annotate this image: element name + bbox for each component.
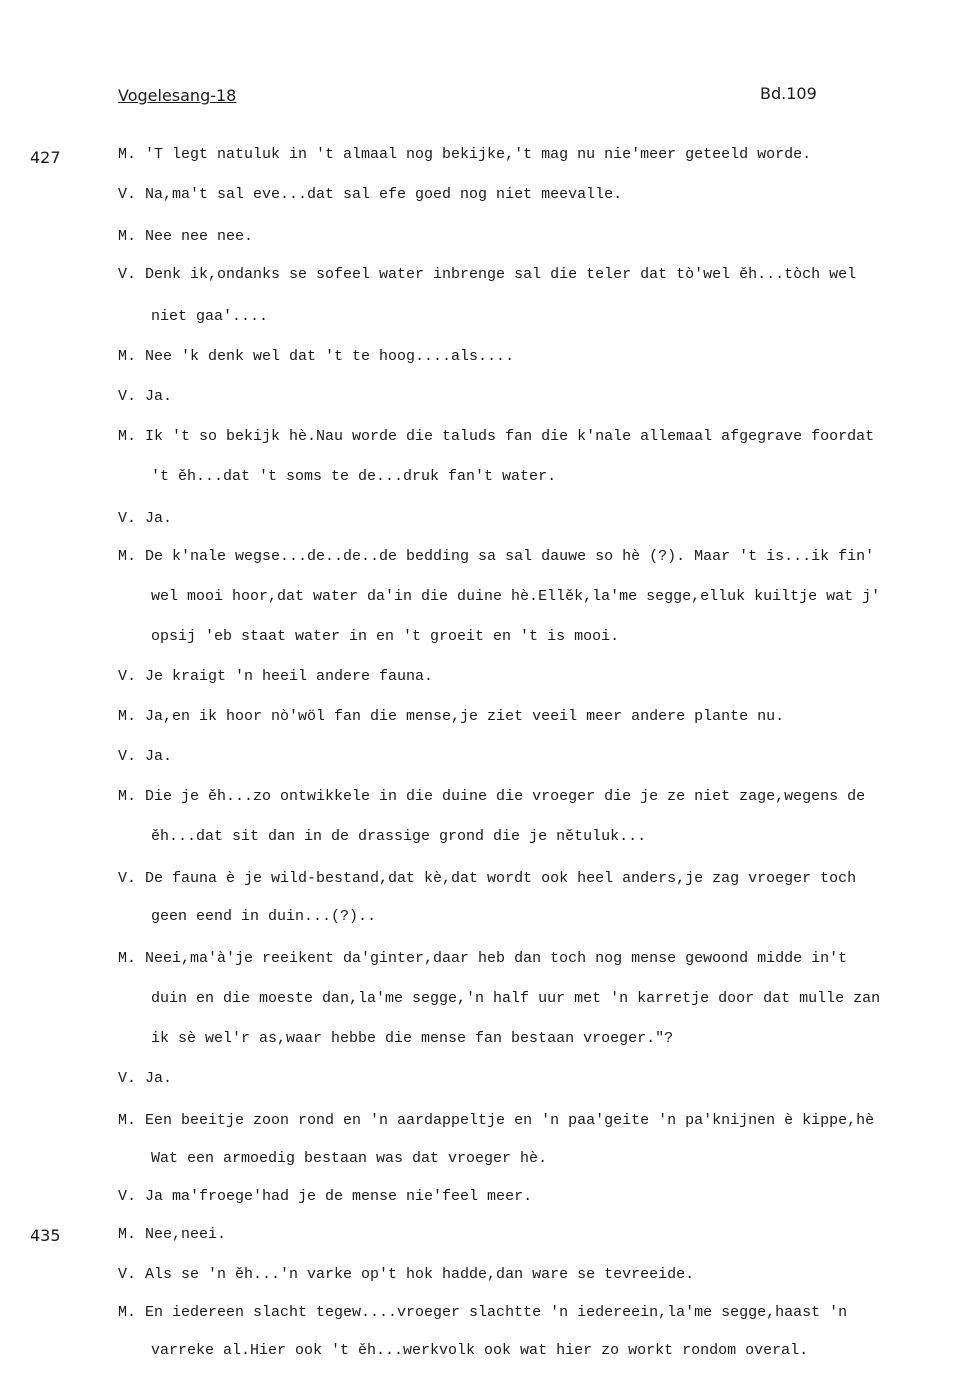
transcript-line: M. 'T legt natuluk in 't almaal nog bekijke,'t mag nu nie'meer geteeld worde. (118, 146, 812, 163)
transcript-line: ěh...dat sit dan in de drassige grond die je nětuluk... (151, 828, 647, 845)
transcript-line: M. Nee 'k denk wel dat 't te hoog....als.... (118, 348, 515, 365)
transcript-line: M. Neei,ma'à'je reeikent da'ginter,daar heb dan toch nog mense gewoond midde in't (118, 950, 848, 967)
transcript-line: wel mooi hoor,dat water da'in die duine hè.Ellěk,la'me segge,elluk kuiltje wat j' (151, 588, 881, 605)
transcript-line: V. Ja. (118, 388, 173, 405)
transcript-line: V. Ja. (118, 510, 173, 527)
transcript-line: M. Ja,en ik hoor nò'wöl fan die mense,je ziet veeil meer andere plante nu. (118, 708, 785, 725)
transcript-line: M. Een beeitje zoon rond en 'n aardappeltje en 'n paa'geite 'n pa'knijnen è kippe,hè (118, 1112, 875, 1129)
transcript-line: V. Ja. (118, 1070, 173, 1087)
transcript-line: M. De k'nale wegse...de..de..de bedding sa sal dauwe so hè (?). Maar 't is...ik fin' (118, 548, 875, 565)
transcript-line: varreke al.Hier ook 't ěh...werkvolk ook wat hier zo workt rondom overal. (151, 1342, 809, 1359)
margin-number: 427 (30, 148, 61, 167)
transcript-line: V. Denk ik,ondanks se sofeel water inbrenge sal die teler dat tò'wel ěh...tòch wel (118, 266, 857, 283)
transcript-line: Wat een armoedig bestaan was dat vroeger hè. (151, 1150, 548, 1167)
transcript-line: V. Na,ma't sal eve...dat sal efe goed nog niet meevalle. (118, 186, 623, 203)
transcript-line: V. Ja. (118, 748, 173, 765)
transcript-line: V. Je kraigt 'n heeil andere fauna. (118, 668, 434, 685)
transcript-line: M. Die je ěh...zo ontwikkele in die duine die vroeger die je ze niet zage,wegens de (118, 788, 866, 805)
transcript-line: duin en die moeste dan,la'me segge,'n half uur met 'n karretje door dat mulle zan (151, 990, 881, 1007)
transcript-line: M. Nee nee nee. (118, 228, 254, 245)
transcript-line: 't ěh...dat 't soms te de...druk fan't water. (151, 468, 557, 485)
band-number: Bd.109 (760, 84, 817, 103)
transcript-line: V. Als se 'n ěh...'n varke op't hok hadde,dan ware se tevreeide. (118, 1266, 695, 1283)
margin-number: 435 (30, 1226, 61, 1245)
transcript-line: M. Nee,neei. (118, 1226, 227, 1243)
transcript-line: ik sè wel'r as,waar hebbe die mense fan bestaan vroeger."? (151, 1030, 674, 1047)
document-title: Vogelesang-18 (118, 86, 237, 105)
transcript-line: niet gaa'.... (151, 308, 269, 325)
transcript-line: V. De fauna è je wild-bestand,dat kè,dat wordt ook heel anders,je zag vroeger toch (118, 870, 857, 887)
transcript-line: M. En iedereen slacht tegew....vroeger slachtte 'n iedereein,la'me segge,haast 'n (118, 1304, 848, 1321)
transcript-line: M. Ik 't so bekijk hè.Nau worde die taluds fan die k'nale allemaal afgegrave foordat (118, 428, 875, 445)
transcript-line: opsij 'eb staat water in en 't groeit en 't is mooi. (151, 628, 620, 645)
transcript-line: V. Ja ma'froege'had je de mense nie'feel meer. (118, 1188, 533, 1205)
transcript-line: geen eend in duin...(?).. (151, 908, 377, 925)
